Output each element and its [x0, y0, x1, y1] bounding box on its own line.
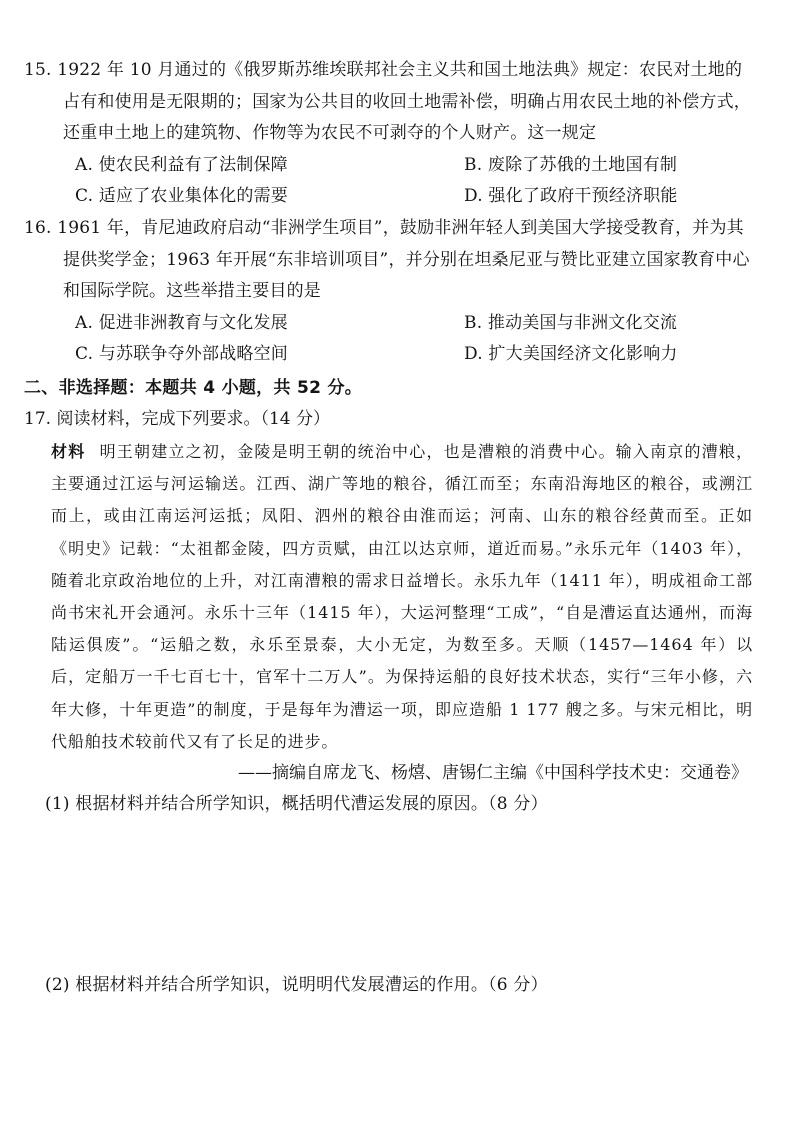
- question-15-option-d: D. 强化了政府干预经济职能: [464, 186, 678, 206]
- question-16-option-c: C. 与苏联争夺外部战略空间: [75, 344, 289, 364]
- question-16-stem: 16. 1961 年，肯尼迪政府启动“非洲学生项目”，鼓励非洲年轻人到美国大学接受教育，并为其提供奖学金；1963 年开展“东非培训项目”，并分别在坦桑尼亚与赞比亚建立国家教育中心和国际学院。这些举措主要目的是: [24, 218, 750, 301]
- question-15-stem: 15. 1922 年 10 月通过的《俄罗斯苏维埃联邦社会主义共和国土地法典》规定：农民对土地的占有和使用是无限期的；国家为公共目的收回土地需补偿，明确占用农民土地的补偿方式，还重申土地上的建筑物、作物等为农民不可剥夺的个人财产。这一规定: [24, 60, 751, 143]
- question-16-option-b: B. 推动美国与非洲文化交流: [464, 312, 678, 333]
- question-15-option-c: C. 适应了农业集体化的需要: [75, 186, 289, 206]
- question-17-sub-2: (2) 根据材料并结合所学知识，说明明代发展漕运的作用。（6 分）: [45, 975, 548, 995]
- question-15-options: [24, 150, 754, 213]
- question-17-sub-1: (1) 根据材料并结合所学知识，概括明代漕运发展的原因。（8 分）: [45, 794, 548, 814]
- question-16-option-d: D. 扩大美国经济文化影响力: [464, 344, 678, 364]
- material-source: ——摘编自席龙飞、杨熺、唐锡仁主编《中国科学技术史：交通卷》: [238, 763, 748, 783]
- question-15: [24, 55, 754, 213]
- question-16-option-a: A. 促进非洲教育与文化发展: [75, 312, 288, 333]
- question-15-option-b: B. 废除了苏俄的土地国有制: [464, 154, 678, 175]
- question-17-head: 17. 阅读材料，完成下列要求。（14 分）: [24, 409, 330, 429]
- material-text: 明王朝建立之初，金陵是明王朝的统治中心，也是漕粮的消费中心。输入南京的漕粮，主要通过江运与河运输送。江西、湖广等地的粮谷，循江而至；东南沿海地区的粮谷，或溯江而上，或由江南运河运抵；凤阳、泗州的粮谷由淮而运；河南、山东的粮谷经黄而至。正如《明史》记载：“太祖都金陵，四方贡赋，由江以达京师，道近而易。”永乐元年（1403 年），随着北京政治地位的上升，对江南漕粮的需求日益增长。永乐九年（1411 年），明成祖命工部尚书宋礼开会通河。永乐十三年（1415 年），大运河整理“工成”，“自是漕运直达通州，而海陆运俱废”。“运船之数，永乐至景泰，大小无定，为数至多。天顺（1457—1464 年）以后，定船万一千七百七十，官军十二万人”。为保持运船的良好技术状态，实行“三年小修，六年大修，十年更造”的制度，于是每年为漕运一项，即应造船 1 177 艘之多。与宋元相比，明代船舶技术较前代又有了长足的进步。: [51, 442, 753, 751]
- material-tag: 材料: [51, 442, 86, 461]
- section-heading: 二、非选择题：本题共 4 小题，共 52 分。: [24, 378, 363, 398]
- question-16-options: [24, 308, 754, 371]
- question-17-material: [51, 436, 753, 758]
- question-16: [24, 213, 754, 371]
- question-15-option-a: A. 使农民利益有了法制保障: [75, 154, 288, 175]
